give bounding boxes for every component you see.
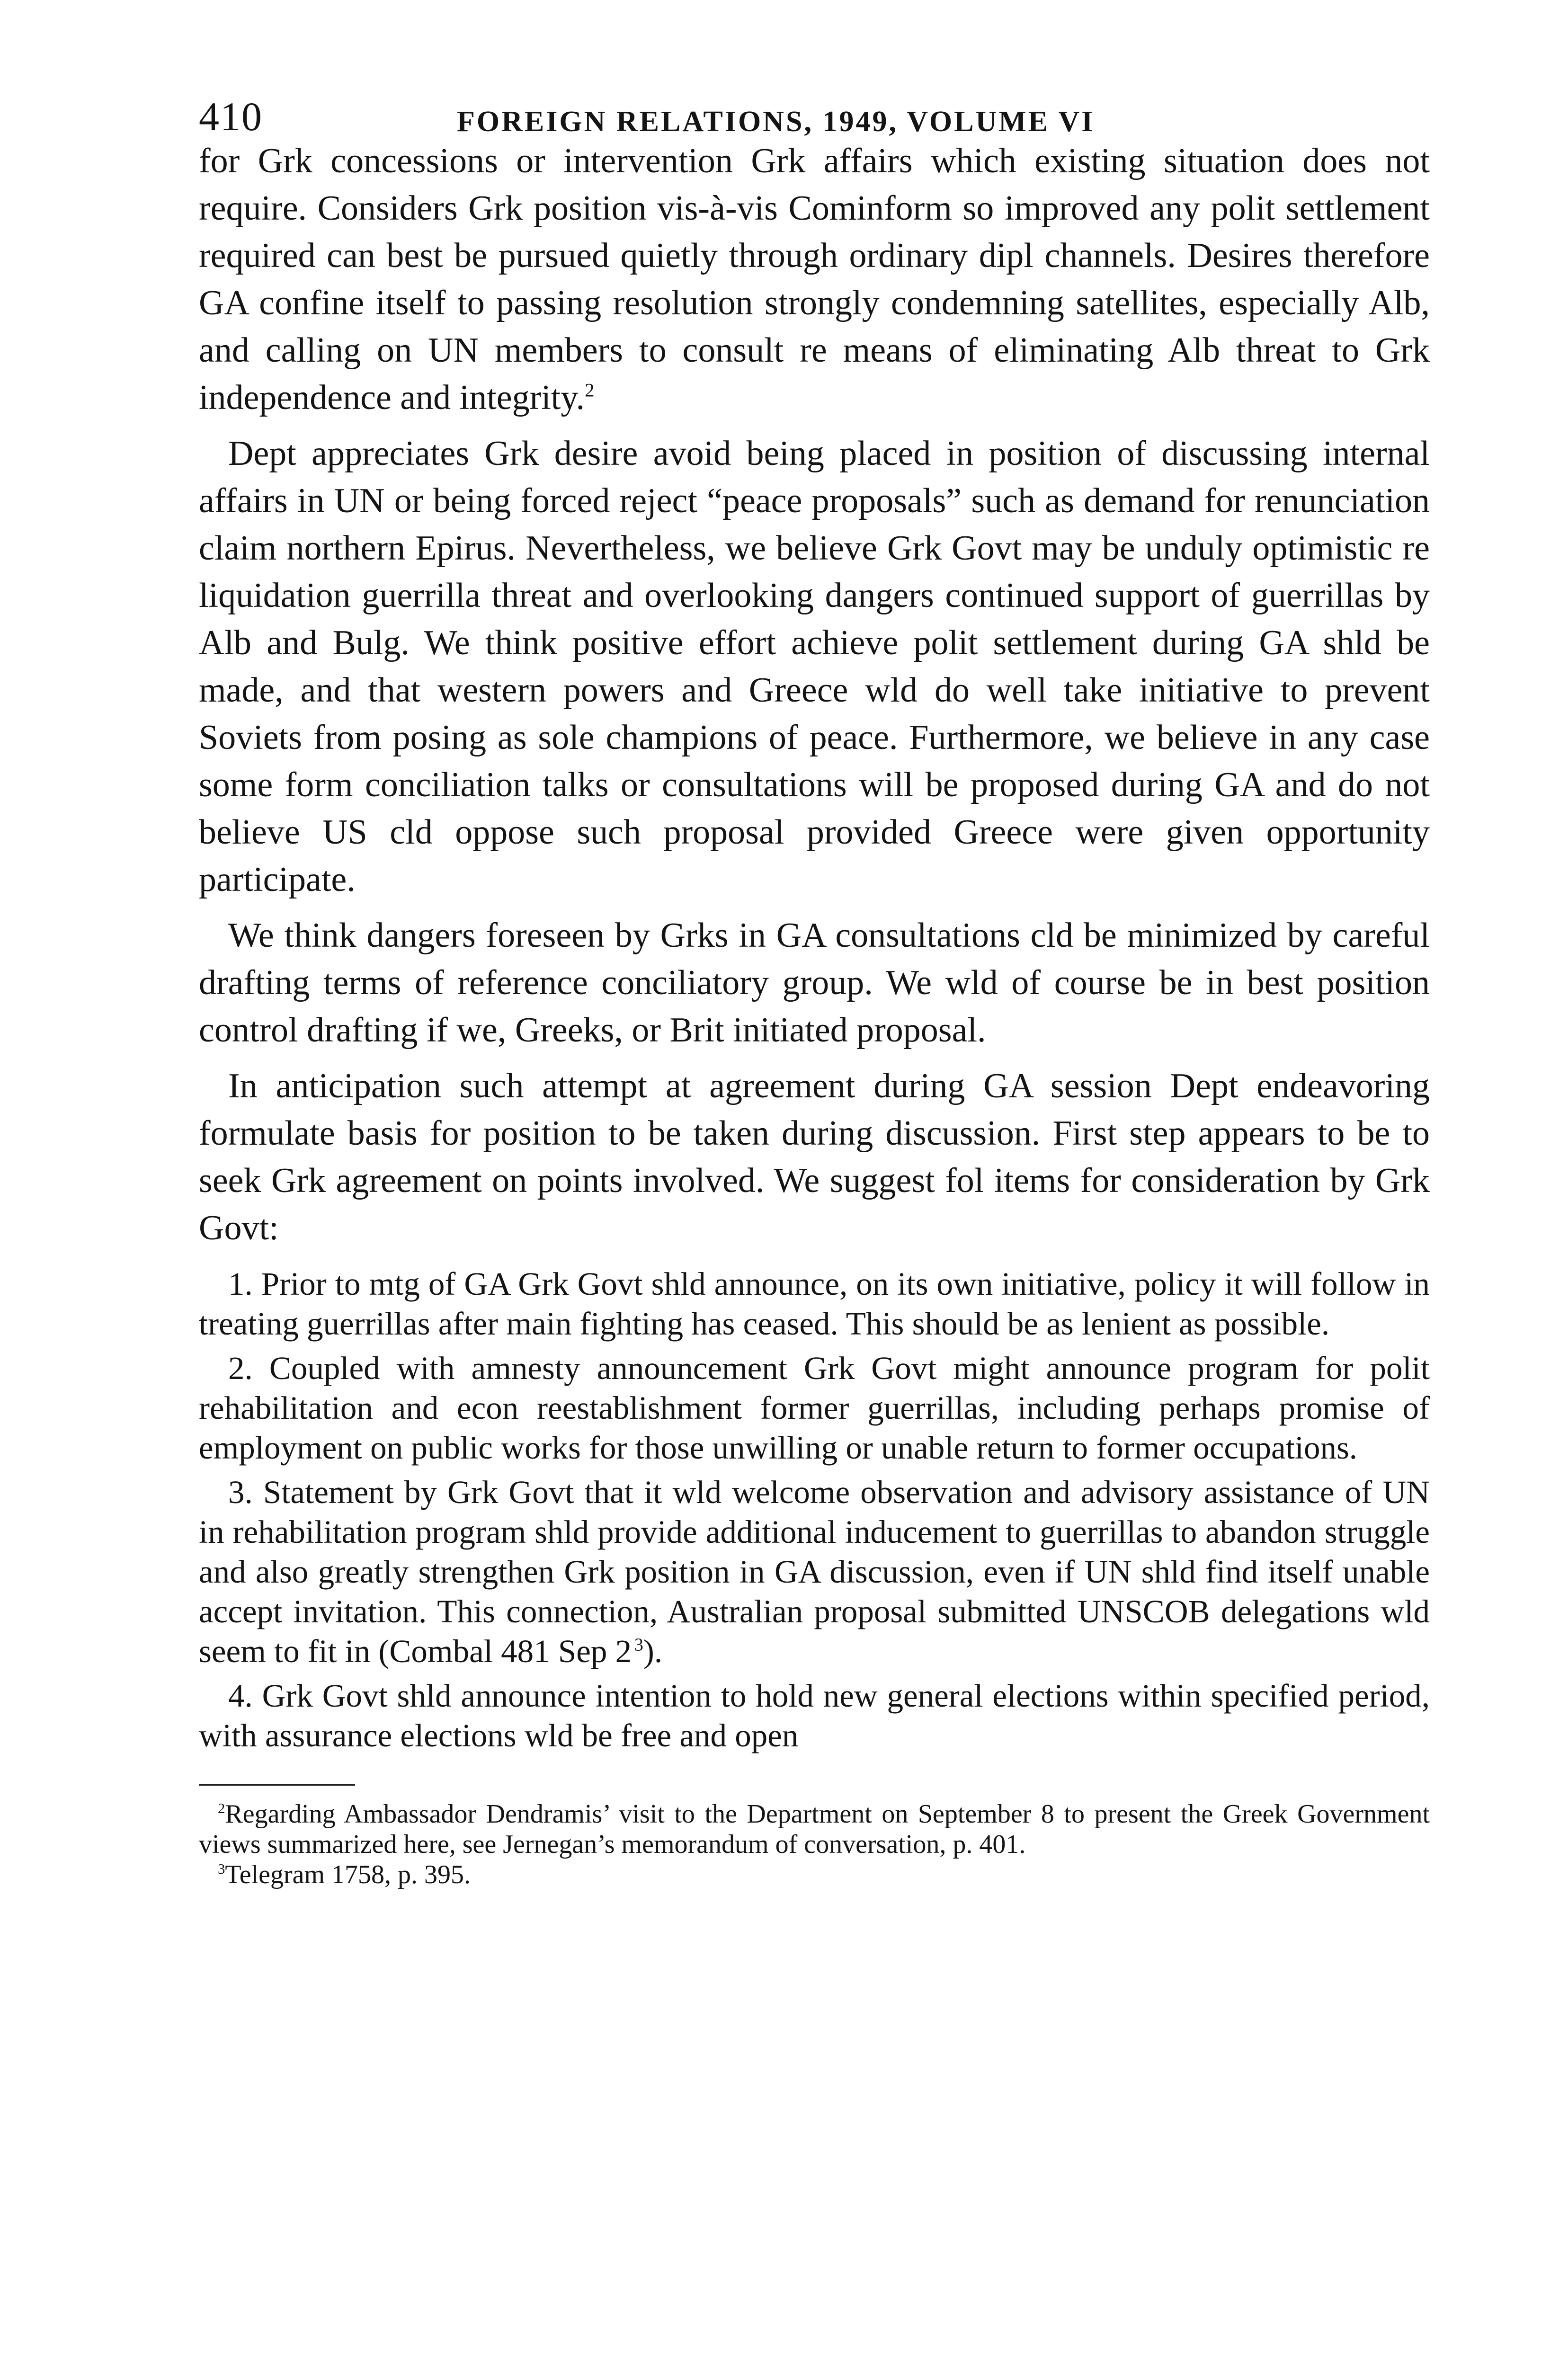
running-head	[199, 80, 1430, 137]
document-page	[199, 80, 1430, 1890]
numbered-items	[199, 1264, 1430, 1755]
list-item: 2. Coupled with amnesty announcement Grk Govt might announce program for polit rehabilitation and econ reestablishment former guerrillas, including perhaps promise of employment on public works for those unwilling or unable return to former occupations.	[199, 1350, 1430, 1466]
footnote-mark: 3	[218, 1860, 225, 1877]
footnote-rule	[199, 1784, 355, 1786]
list-item: 1. Prior to mtg of GA Grk Govt shld announce, on its own initiative, policy it will follow in treating guerrillas after main fighting has ceased. This should be as lenient as possible.	[199, 1266, 1430, 1342]
page-number: 410	[199, 94, 263, 139]
paragraph: for Grk concessions or intervention Grk affairs which existing situation does not require. Considers Grk position vis-à-vis Cominform so improved any polit settlement required can best be pursued quietly through ordinary dipl channels. Desires therefore GA confine itself to passing resolution strongly condemning satellites, especially Alb, and calling on UN members to consult re means of eliminating Alb threat to Grk independence and integrity.$^2$	[199, 142, 1430, 417]
list-item: 4. Grk Govt shld announce intention to hold new general elections within specified period, with assurance elections wld be free and open	[199, 1678, 1430, 1753]
footnote-ref: 3	[634, 1635, 643, 1655]
paragraph: In anticipation such attempt at agreement during GA session Dept endeavoring formulate basis for position to be taken during discussion. First step appears to be to seek Grk agreement on points involved. We suggest fol items for consideration by Grk Govt:	[199, 1067, 1430, 1247]
footnotes	[199, 1799, 1430, 1890]
paragraph: We think dangers foreseen by Grks in GA consultations cld be minimized by careful drafting terms of reference conciliatory group. We wld of course be in best position control drafting if we, Greeks, or Brit initiated proposal.	[199, 916, 1430, 1050]
paragraph: Dept appreciates Grk desire avoid being placed in position of discussing internal affairs in UN or being forced reject “peace proposals” such as demand for renunciation claim northern Epirus. Nevertheless, we believe Grk Govt may be unduly optimistic re liquidation guerrilla threat and overlooking dangers continued support of guerrillas by Alb and Bulg. We think positive effort achieve polit settlement during GA shld be made, and that western powers and Greece wld do well take initiative to prevent Soviets from posing as sole champions of peace. Furthermore, we believe in any case some form conciliation talks or consultations will be proposed during GA and do not believe US cld oppose such proposal provided Greece were given opportunity participate.	[199, 434, 1430, 899]
body-text	[199, 137, 1430, 1252]
running-title: FOREIGN RELATIONS, 1949, VOLUME VI	[457, 106, 1095, 138]
footnote: $^2$Regarding Ambassador Dendramis’ visit to the Department on September 8 to present the Greek Government views summarized here, see Jernegan’s memorandum of conversation, p. 401.	[199, 1799, 1430, 1859]
footnote: $^3$Telegram 1758, p. 395.	[218, 1860, 471, 1889]
footnote-ref: 2	[585, 379, 595, 401]
footnote-mark: 2	[218, 1800, 225, 1816]
list-item: 3. Statement by Grk Govt that it wld welcome observation and advisory assistance of UN in rehabilitation program shld provide additional inducement to guerrillas to abandon struggle and also greatly strengthen Grk position in GA discussion, even if UN shld find itself unable accept invitation. This connection, Australian proposal submitted UNSCOB delegations wld seem to fit in (Combal 481 Sep 2 $^3$).	[199, 1474, 1430, 1669]
